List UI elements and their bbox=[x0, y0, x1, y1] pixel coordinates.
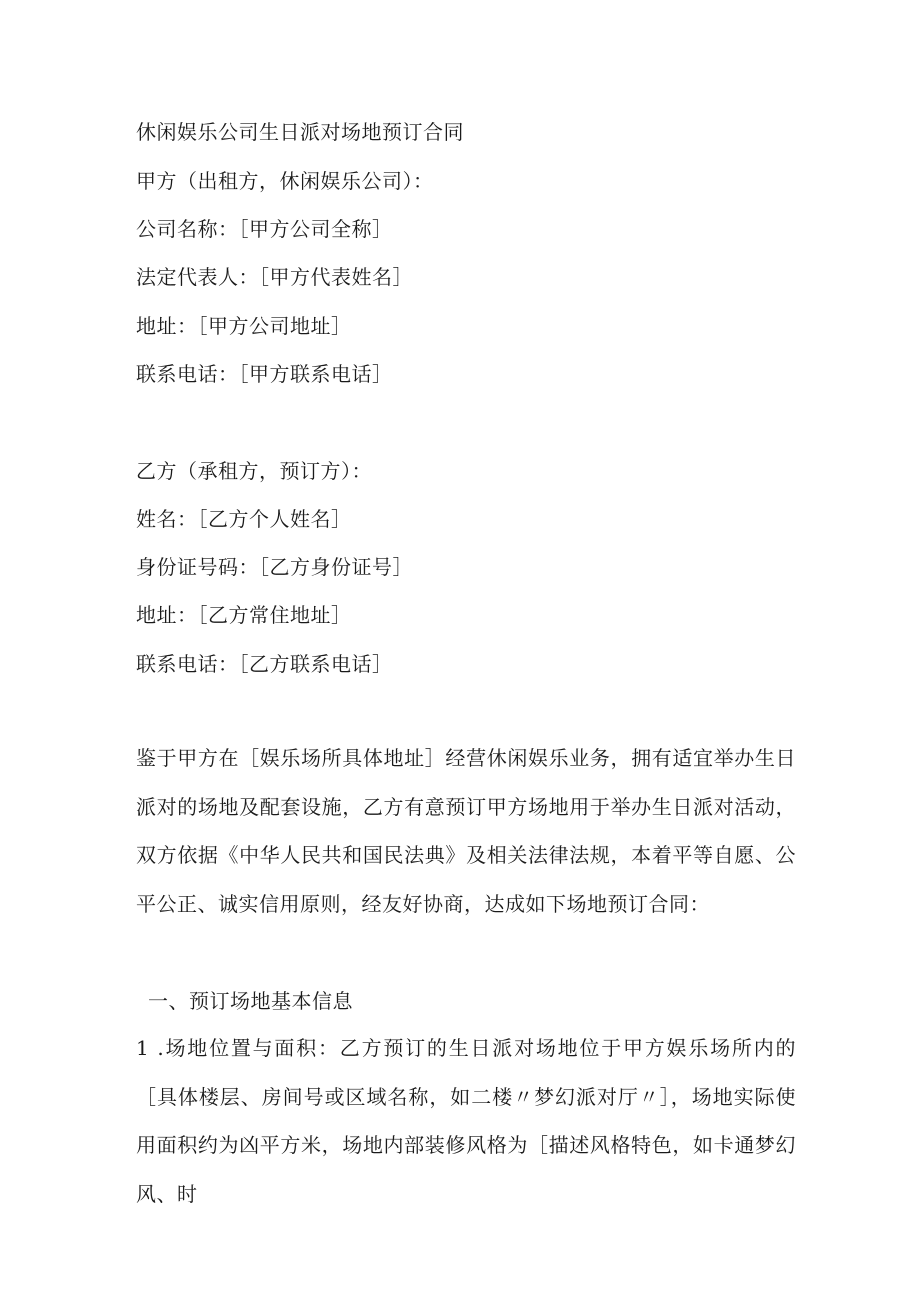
party-a-legal-rep: 法定代表人：［甲方代表姓名］ bbox=[136, 265, 413, 289]
preamble-paragraph: 鉴于甲方在［娱乐场所具体地址］经营休闲娱乐业务，拥有适宜举办生日派对的场地及配套设施，乙方有意预订甲方场地用于举办生日派对活动，双方依据《中华人民共和国民法典》及相关法律法规，本着平等自愿、公平公正、诚实信用原则，经友好协商，达成如下场地预订合同： bbox=[136, 746, 796, 916]
party-b-name: 姓名：［乙方个人姓名］ bbox=[136, 507, 352, 531]
party-a-heading: 甲方（出租方，休闲娱乐公司）： bbox=[136, 169, 434, 193]
party-b-address: 地址：［乙方常住地址］ bbox=[136, 603, 352, 627]
party-a-company-name: 公司名称：［甲方公司全称］ bbox=[136, 217, 393, 241]
party-a-address: 地址：［甲方公司地址］ bbox=[136, 314, 352, 338]
section-1-clause-1: 1 .场地位置与面积：乙方预订的生日派对场地位于甲方娱乐场所内的［具体楼层、房间号或区域名称，如二楼〃梦幻派对厅〃］，场地实际使用面积约为凶平方米，场地内部装修风格为［描述风格特色，如卡通梦幻风、时 bbox=[136, 1036, 796, 1206]
party-a-phone: 联系电话：［甲方联系电话］ bbox=[136, 362, 393, 386]
party-b-heading: 乙方（承租方，预订方）： bbox=[136, 459, 372, 483]
party-b-phone: 联系电话：［乙方联系电话］ bbox=[136, 652, 393, 676]
section-1-heading: 一、预订场地基本信息 bbox=[148, 989, 353, 1013]
contract-title: 休闲娱乐公司生日派对场地预订合同 bbox=[136, 120, 464, 144]
party-b-id-number: 身份证号码：［乙方身份证号］ bbox=[136, 555, 413, 579]
